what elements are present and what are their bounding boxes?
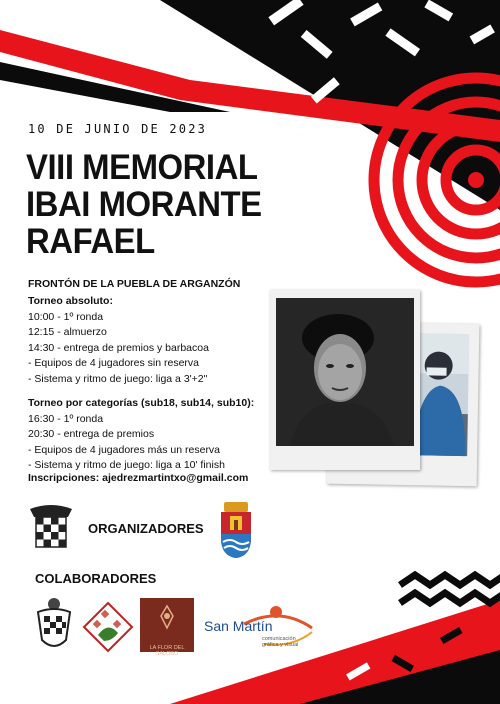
inscripciones-email[interactable]: ajedrezmartintxo@gmail.com: [102, 472, 249, 484]
organizer-logo-shield: [218, 500, 254, 565]
collab-logo-diamond: [82, 601, 134, 658]
inscripciones-label: Inscripciones:: [28, 472, 100, 484]
collab-logo-flor: [140, 598, 194, 657]
photo-front-image: [270, 290, 420, 470]
title-line-3: RAFAEL: [26, 222, 155, 261]
inscripciones: [28, 472, 248, 484]
absoluto-heading: Torneo absoluto:: [28, 295, 113, 307]
organizers-label: ORGANIZADORES: [88, 521, 204, 536]
categorias-line: 20:30 - entrega de premios: [28, 428, 155, 441]
collaborators-label: COLABORADORES: [35, 571, 157, 586]
white-dash: [240, 63, 270, 86]
zigzags: [400, 575, 500, 603]
torneo-absoluto: [28, 294, 209, 388]
venue: FRONTÓN DE LA PUEBLA DE ARGANZÓN: [28, 278, 241, 290]
sanmartin-sub: comunicación gráfica y visual: [262, 636, 299, 648]
event-date: 10 DE JUNIO DE 2023: [28, 122, 208, 136]
absoluto-line: - Sistema y ritmo de juego: liga a 3'+2": [28, 372, 208, 385]
absoluto-line: 14:30 - entrega de premios y barbacoa: [28, 341, 209, 354]
photo-front: [270, 290, 420, 470]
categorias-line: - Equipos de 4 jugadores más un reserva: [28, 443, 221, 456]
title-line-2: IBAI MORANTE: [26, 185, 262, 224]
absoluto-line: - Equipos de 4 jugadores sin reserva: [28, 357, 200, 370]
categorias-line: - Sistema y ritmo de juego: liga a 10' finish: [28, 459, 225, 472]
title-line-1: VIII MEMORIAL: [26, 148, 258, 187]
absoluto-line: 10:00 - 1º ronda: [28, 310, 104, 323]
organizer-logo-chess: [26, 503, 76, 556]
torneo-categorias: [28, 396, 254, 474]
categorias-heading: Torneo por categorías (sub18, sub14, sub10):: [28, 397, 255, 409]
sanmartin-name: San Martín: [204, 618, 273, 634]
collab-logo-crest: [34, 596, 74, 657]
absoluto-line: 12:15 - almuerzo: [28, 326, 107, 339]
flor-logo-text: LA FLOR DEL SALOBO: [149, 645, 185, 657]
collab-logo-sanmartin: [204, 604, 316, 650]
categorias-line: 16:30 - 1º ronda: [28, 412, 104, 425]
